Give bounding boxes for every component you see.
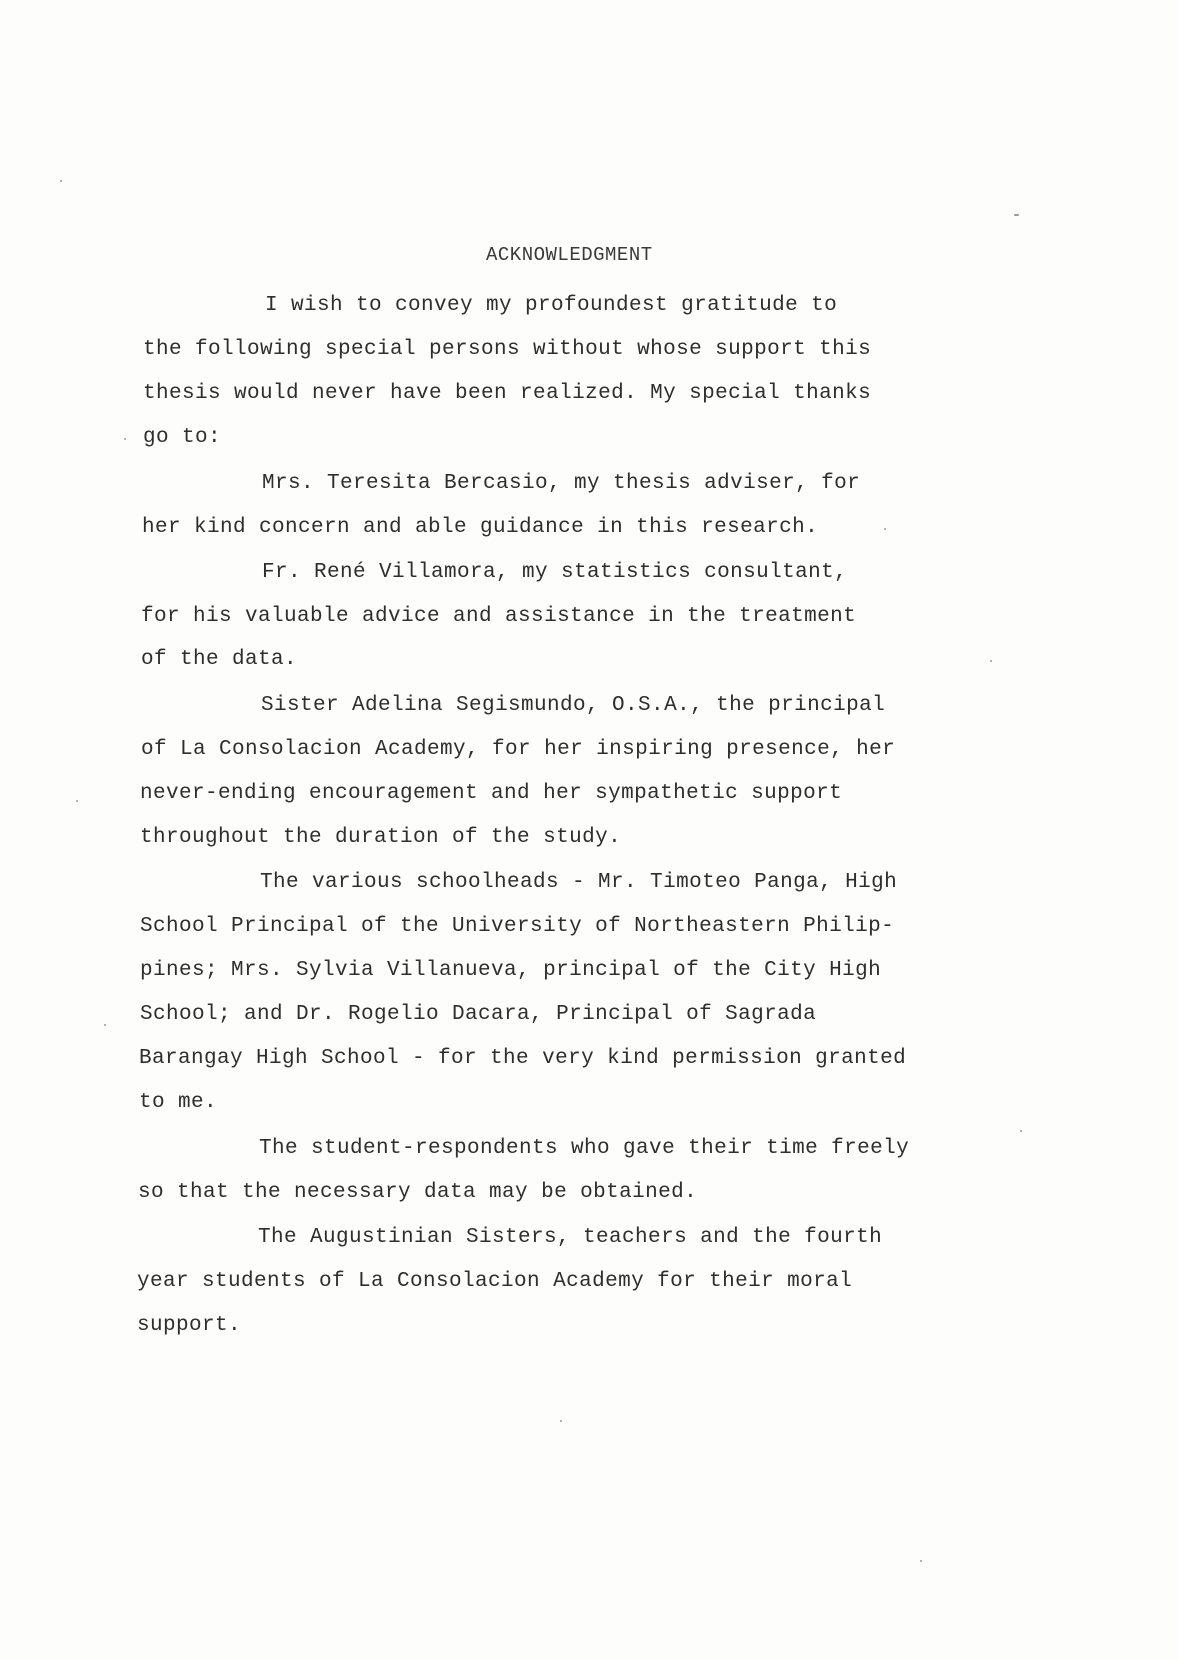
text-line: for his valuable advice and assistance in the treatment <box>141 605 857 628</box>
text-line: of the data. <box>141 648 298 671</box>
scan-speck <box>1020 1130 1022 1132</box>
scan-speck <box>560 1420 562 1422</box>
text-line: go to: <box>143 426 222 449</box>
scan-speck <box>60 180 62 182</box>
text-line: her kind concern and able guidance in this research. <box>142 516 819 539</box>
text-line: throughout the duration of the study. <box>140 826 622 849</box>
text-line: Mrs. Teresita Bercasio, my thesis adviser, for <box>262 472 861 495</box>
text-line: to me. <box>139 1091 218 1114</box>
text-line: I wish to convey my profoundest gratitude to <box>265 294 838 317</box>
text-line: support. <box>137 1314 242 1337</box>
text-line: The various schoolheads - Mr. Timoteo Panga, High <box>260 871 898 894</box>
scan-speck <box>884 528 886 530</box>
text-line: the following special persons without whose support this <box>143 338 872 361</box>
text-line: thesis would never have been realized. My special thanks <box>143 382 872 405</box>
text-line: so that the necessary data may be obtained. <box>138 1181 698 1204</box>
text-line: Sister Adelina Segismundo, O.S.A., the principal <box>261 694 886 717</box>
page-title: ACKNOWLEDGMENT <box>486 244 653 266</box>
text-line: of La Consolacion Academy, for her inspiring presence, her <box>141 738 896 761</box>
text-line: School Principal of the University of Northeastern Philip- <box>140 915 895 938</box>
text-line: The Augustinian Sisters, teachers and the fourth <box>258 1226 883 1249</box>
scan-speck <box>124 438 126 440</box>
scan-speck <box>76 800 78 802</box>
scan-speck <box>920 1560 922 1562</box>
scan-speck <box>990 660 992 662</box>
text-line: School; and Dr. Rogelio Dacara, Principal of Sagrada <box>140 1003 817 1026</box>
scan-speck <box>104 1024 106 1026</box>
text-line: never-ending encouragement and her sympathetic support <box>140 782 843 805</box>
text-line: Barangay High School - for the very kind permission granted <box>139 1047 907 1070</box>
text-line: year students of La Consolacion Academy for their moral <box>137 1270 853 1293</box>
text-line: pines; Mrs. Sylvia Villanueva, principal of the City High <box>140 959 882 982</box>
text-line: Fr. René Villamora, my statistics consultant, <box>262 561 848 584</box>
text-line: The student-respondents who gave their time freely <box>259 1137 910 1160</box>
scan-speck <box>1014 214 1019 216</box>
